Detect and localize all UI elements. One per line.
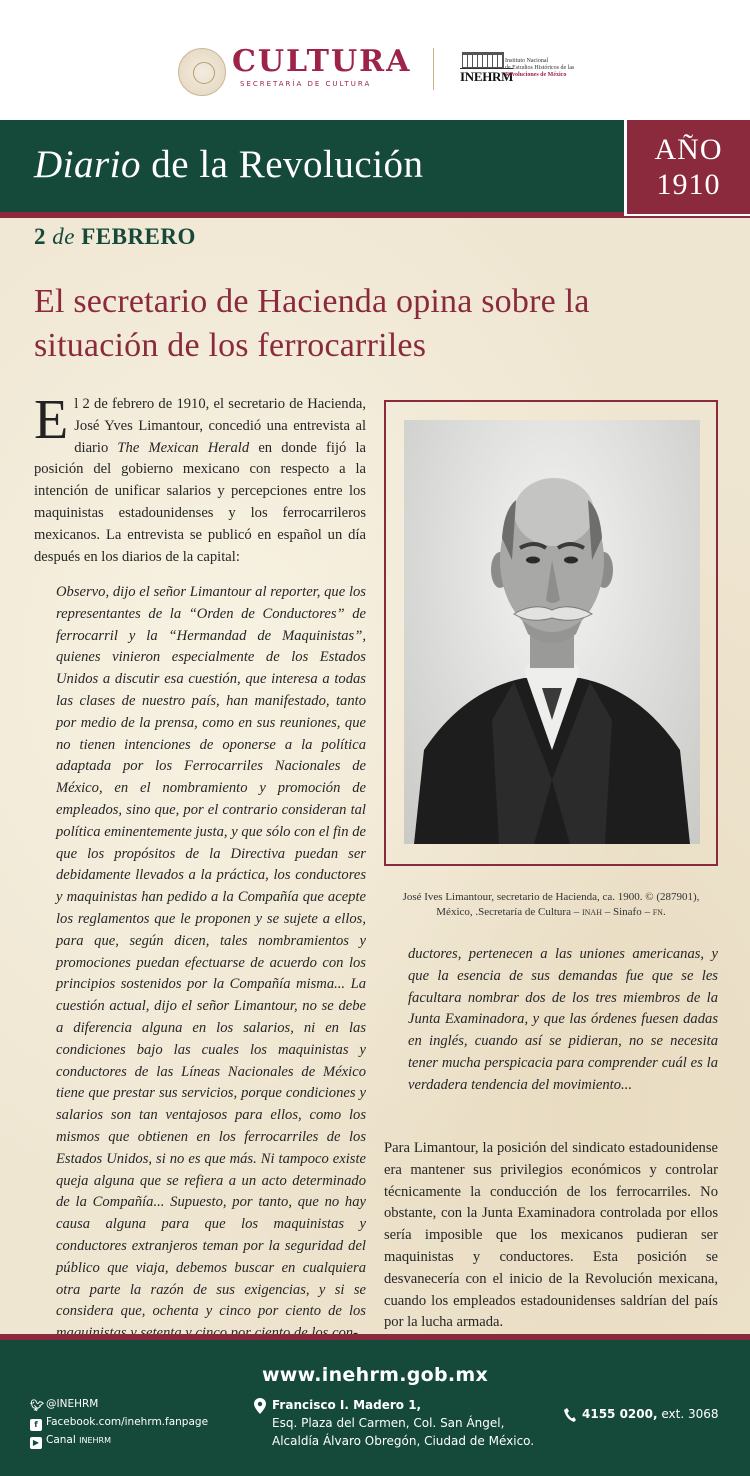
youtube-icon: ▶ bbox=[30, 1437, 42, 1449]
logo-divider bbox=[433, 48, 434, 90]
date-line bbox=[34, 224, 196, 250]
phone-number[interactable] bbox=[582, 1407, 719, 1421]
address-line-3: Alcaldía Álvaro Obregón, Ciudad de México. bbox=[272, 1434, 535, 1448]
address-street: Francisco I. Madero 1, bbox=[272, 1398, 422, 1412]
facebook-url: Facebook.com/inehrm.fanpage bbox=[46, 1416, 209, 1428]
intro-text-after: en donde fijó la posición del gobierno mexicano con respecto a la intención de unificar salarios y percepciones entre los maquinistas estadounidenses y los ferrocarrileros mexicanos. La entrevista se publicó en español un día después en los diarios de la capital: bbox=[34, 439, 366, 565]
intro-paragraph bbox=[34, 389, 366, 568]
facebook-link[interactable] bbox=[30, 1414, 208, 1430]
footer bbox=[0, 1340, 750, 1476]
inehrm-logo-text: INEHRM bbox=[460, 69, 514, 84]
date-de: de bbox=[52, 224, 75, 249]
quote-part-1: Observo, dijo el señor Limantour al reporter, que los representantes de la “Orden de Conductores” de ferrocarril y la “Hermandad de Maquinistas”, quienes vinieron especialmente de los Estados Unidos a discutir esa cuestión, que interesa a todas las clases de nuestro país, han manifestado, tanto por medio de la prensa, como en sus reuniones, que no tienen intenciones de oponerse a la política adaptada por los Ferrocarriles Nacionales de México, en el nombramiento y promoción de empleados, sino que, por el contrario consideran tal política eminentemente justa, y que sólo con el fin de que los propósitos de la Directiva puedan ser debidamente llevados a la práctica, los conductores y maquinistas han pedido a la Compañía que acepte los reglamentos que le proponen y se sujete a ellos, para que, según dicen, tales nombramientos y promociones puedan efectuarse de acuerdo con los principios sostenidos por la Compañía misma... La cuestión actual, dijo el señor Limantour, no se debe a diferencia alguna en los salarios, ni en las condiciones bajo las cuales los maquinistas y conductores de las Líneas Nacionales de México tiene que prestar sus servicios, porque condiciones y salarios son tan ventajosos para ellos, como los mismos que obtienen en los ferrocarriles de los Estados Unidos, si no es que más. Ni tampoco existe queja alguna que se refiera a un acto determinado de la Compañía... Supuesto, por tanto, que no hay causa alguna para que los maquinistas y conductores extranjeros teman por la seguridad del público que viaja, debemos buscar en cualquiera otra parte la razón de sus exigencias, y si se considera que, ochenta y cinco por ciento de los bbox=[56, 584, 366, 1320]
location-pin-icon bbox=[254, 1398, 266, 1414]
drop-cap: E bbox=[34, 389, 69, 451]
diary-title-rest: de la Revolución bbox=[141, 143, 424, 186]
cultura-logo-text: CULTURA bbox=[232, 44, 412, 79]
twitter-icon: 🐦︎ bbox=[30, 1399, 44, 1412]
intro-text-before: l 2 de febrero de 1910, el secretario de Hacienda, José Yves Limantour, concedió una entrevista al diario bbox=[74, 396, 366, 456]
twitter-link[interactable] bbox=[30, 1396, 98, 1412]
site-url-link[interactable]: www.inehrm.gob.mx bbox=[261, 1364, 489, 1386]
caption-part-c: . bbox=[662, 906, 666, 918]
intro-newspaper: The Mexican Herald bbox=[117, 439, 250, 456]
quote-part-2: ductores, pertenecen a las uniones americanas, y que la esencia de sus demandas fue que se les facultara nombrar dos de los tres miembros de la Junta Examinadora, y que las órdenes fuesen dadas en inglés, cuando así se pidieran, no se necesita tener mucha perspicacia para comprender cuál es la verdadera tendencia del movimiento... bbox=[408, 946, 718, 1093]
youtube-name: INEHRM bbox=[79, 1436, 111, 1445]
date-day: 2 bbox=[34, 224, 46, 249]
date-month: FEBRERO bbox=[81, 224, 196, 249]
inehrm-full-name bbox=[505, 58, 605, 79]
inehrm-building-icon bbox=[462, 52, 504, 68]
closing-paragraph: Para Limantour, la posición del sindicato estadounidense era mantener sus privilegios económicos y controlar técnicamente la conducción de los ferrocarriles. No obstante, con la Junta Examinadora controlada por ellos sería imposible que los mexicanos pudieran ser maquinistas y conductores. Esta posición se desvanecería con el inicio de la Revolución mexicana, cuando los empleados estadounidenses saldrían del país por la lucha armada. bbox=[384, 1140, 718, 1331]
diary-title bbox=[34, 142, 424, 187]
caption-part-b: – Sinafo – bbox=[601, 906, 653, 918]
year-value: 1910 bbox=[656, 168, 721, 201]
year-label: AÑO bbox=[654, 133, 723, 166]
photo-caption bbox=[384, 890, 718, 920]
phone-main: 4155 0200, bbox=[582, 1407, 658, 1421]
caption-part-a: México, .Secretaría de Cultura – bbox=[436, 906, 582, 918]
inehrm-line-2: de Estudios Históricos de las bbox=[505, 65, 575, 71]
headline: El secretario de Hacienda opina sobre la situación de los ferrocarriles bbox=[34, 283, 590, 364]
cultura-subtitle: SECRETARÍA DE CULTURA bbox=[240, 80, 372, 88]
logo-bar bbox=[0, 0, 750, 120]
address bbox=[272, 1396, 542, 1450]
twitter-handle: @INEHRM bbox=[46, 1398, 99, 1410]
portrait-illustration bbox=[404, 420, 700, 844]
phone-icon bbox=[564, 1408, 576, 1422]
inehrm-line-3: Revoluciones de México bbox=[505, 72, 567, 78]
youtube-label: Canal bbox=[46, 1434, 76, 1446]
caption-fn: fn bbox=[652, 906, 663, 918]
year-box bbox=[624, 120, 750, 216]
inehrm-line-1: Instituto Nacional bbox=[505, 58, 549, 64]
youtube-link[interactable] bbox=[30, 1432, 111, 1448]
caption-inah: inah bbox=[581, 906, 602, 918]
address-line-2: Esq. Plaza del Carmen, Col. San Ángel, bbox=[272, 1416, 505, 1430]
phone-ext: ext. 3068 bbox=[657, 1407, 719, 1421]
portrait-photo bbox=[404, 420, 700, 844]
diary-title-italic: Diario bbox=[34, 143, 142, 186]
mexico-seal-icon bbox=[178, 48, 226, 96]
caption-line-2 bbox=[384, 905, 718, 920]
caption-line-1: José Ives Limantour, secretario de Hacienda, ca. 1900. © (287901), bbox=[402, 891, 700, 903]
facebook-icon: f bbox=[30, 1419, 42, 1431]
